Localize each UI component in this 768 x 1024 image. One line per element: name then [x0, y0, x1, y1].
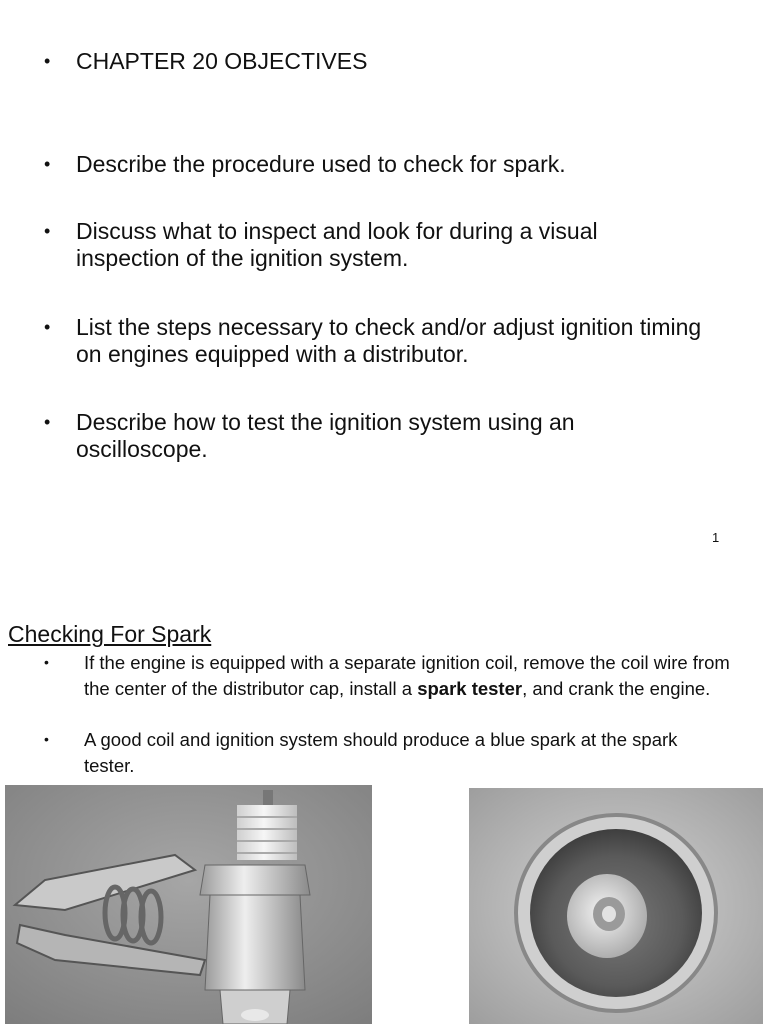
spark-tester-tip-illustration	[469, 788, 763, 1024]
objective-text: Describe how to test the ignition system using an oscilloscope.	[76, 409, 575, 462]
bullet-item	[44, 727, 724, 778]
objective-text: Describe the procedure used to check for spark.	[76, 151, 566, 177]
objective-text: Discuss what to inspect and look for during a visual inspection of the ignition system.	[76, 218, 598, 271]
page-number: 1	[712, 530, 720, 545]
spark-tester-tip-photo	[469, 788, 763, 1024]
objective-item	[44, 314, 714, 368]
objective-heading	[44, 48, 744, 75]
objective-text: CHAPTER 20 OBJECTIVES	[76, 48, 368, 74]
bullet-icon: •	[44, 654, 49, 670]
bullet-icon: •	[44, 731, 49, 747]
spark-tester-photo	[5, 785, 372, 1024]
text-part: If the engine is equipped with a separate ignition coil, remove the coil wire from the center of the distributor cap, install a	[84, 652, 730, 699]
objective-item	[44, 151, 744, 178]
bullet-item	[44, 650, 744, 701]
bullet-icon: •	[44, 412, 51, 432]
bullet-text: A good coil and ignition system should produce a blue spark at the spark tester.	[84, 729, 678, 776]
bullet-icon: •	[44, 317, 51, 337]
text-part: , and crank the engine.	[522, 677, 711, 699]
objective-text: List the steps necessary to check and/or adjust ignition timing on engines equipped with a distributor.	[76, 314, 702, 367]
slide-title: Checking For Spark	[8, 621, 212, 647]
spark-tester-term: spark tester	[417, 677, 523, 699]
bullet-text	[84, 650, 744, 701]
spark-tester-photo-illustration	[5, 785, 372, 1024]
bullet-icon: •	[44, 221, 51, 241]
bullet-icon: •	[44, 51, 51, 71]
objective-item	[44, 409, 664, 463]
objective-item	[44, 218, 684, 272]
bullet-icon: •	[44, 154, 51, 174]
